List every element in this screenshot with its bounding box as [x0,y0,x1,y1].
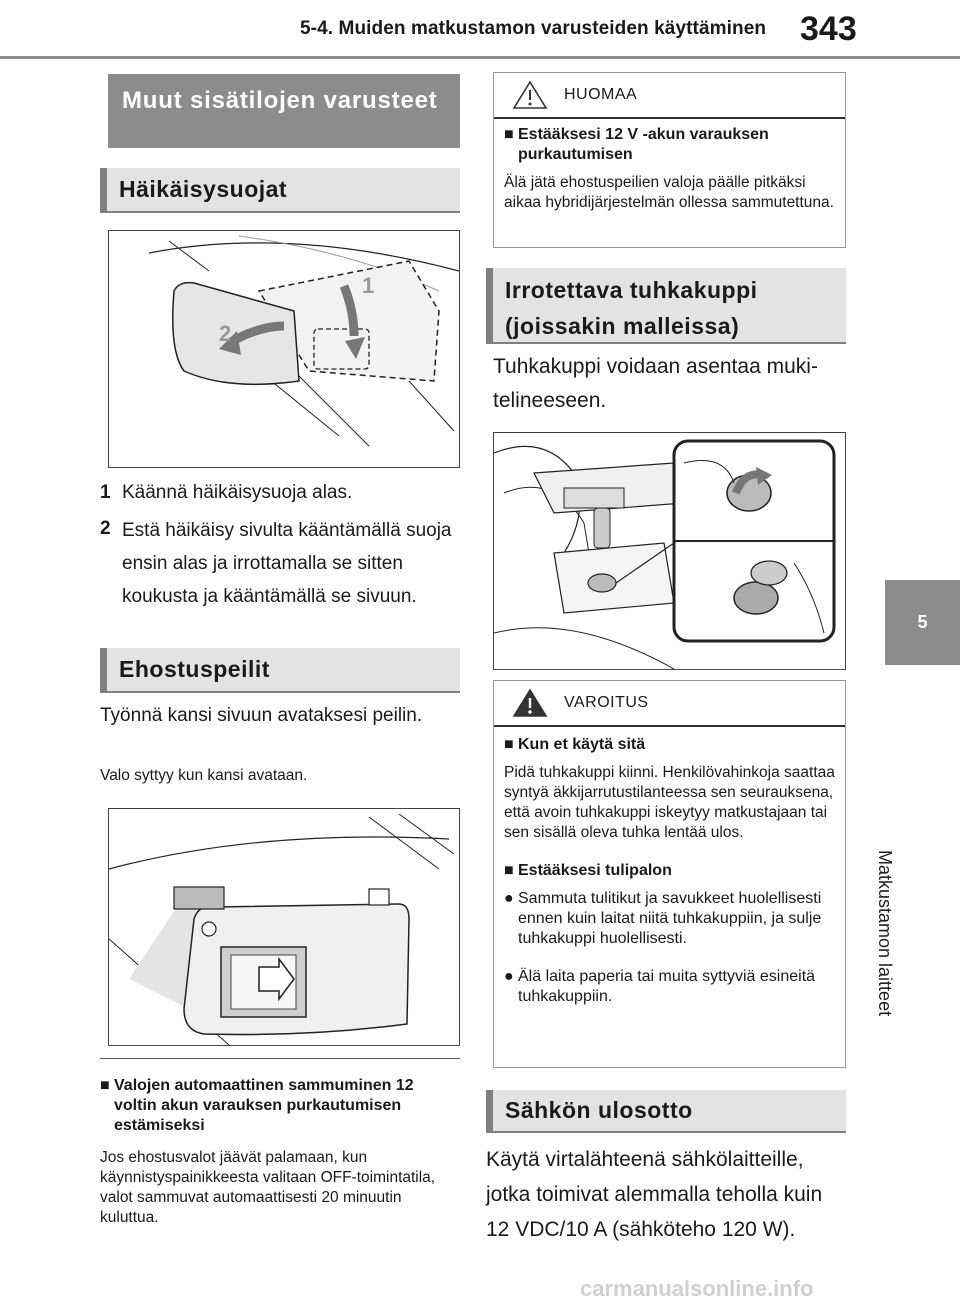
main-section-heading-text: Muut sisätilojen varusteet [122,87,438,114]
vanity-mirror-note: Valo syttyy kun kansi avataan. [100,767,308,784]
section-heading-ashtray [486,268,846,344]
subheading-text: Kun et käytä sitä [518,736,646,753]
auto-off-text: Jos ehostusvalot jäävät palamaan, kun käynnistyspainikkeesta valitaan OFF-toimintatila, valot sammuvat automaattisesti 20 minuutin kuluttua. [100,1149,436,1226]
warning-subheading-2 [504,861,835,881]
warning-header [494,681,845,725]
figure-label-1: 1 [362,273,375,298]
subheading-text: Estääksesi 12 V -akun varauksen purkautumisen [518,126,769,163]
notice-subheading [504,125,835,165]
square-bullet-icon: ■ [504,736,514,753]
step-item [100,514,460,613]
power-outlet-text: Käytä virtalähteenä sähkölaitteille, jotka toimivat alemmalla teholla kuin 12 VDC/10 A (sähköteho 120 W). [486,1148,823,1241]
subheading-text: Estääksesi tulipalon [518,862,672,879]
warning-box [493,680,846,1068]
caution-triangle-icon [512,80,548,110]
figure-label-2: 2 [219,321,232,346]
section-divider [100,1058,460,1059]
notice-text: Älä jätä ehostuspeilien valoja päälle pitkäksi aikaa hybridijärjestelmän ollessa sammutettuna. [504,174,834,211]
square-bullet-icon: ■ [504,126,514,143]
square-bullet-icon: ■ [100,1077,110,1094]
round-bullet-icon: ● [504,890,514,907]
notice-header [494,73,845,117]
chapter-number: 5 [917,612,928,632]
warning-subheading-1 [504,735,835,755]
section-heading-vanity-mirrors [100,648,460,693]
header-rule [0,56,960,59]
round-bullet-icon: ● [504,968,514,985]
subheading-text: Valojen automaattinen sammuminen 12 voltin akun varauksen purkautumisen estämiseksi [114,1077,414,1134]
square-bullet-icon: ■ [504,862,514,879]
step-text: Estä häikäisy sivulta kääntämällä suoja ensin alas ja irrottamalla se sitten koukusta ja kääntämällä se sivuun. [122,520,452,607]
warning-bullet-1 [504,889,835,949]
chapter-tab [885,580,960,665]
ashtray-illustration [494,433,845,669]
step-number: 1 [100,482,111,503]
vanity-mirror-figure [108,808,460,1046]
section-heading-text: Sähkön ulosotto [505,1097,693,1123]
vanity-mirror-intro: Työnnä kansi sivuun avataksesi peilin. [100,705,423,726]
chapter-label: Matkustamon laitteet [875,850,895,1017]
ashtray-text: Tuhkakuppi voidaan asentaa mukitelineeseen. [493,355,818,412]
section-heading-text: Ehostuspeilit [119,656,270,682]
section-heading-text: Irrotettava tuhkakuppi (joissakin malleissa) [505,277,758,339]
notice-title: HUOMAA [564,86,638,103]
watermark: carmanualsonline.info [580,1276,814,1301]
bullet-text: Sammuta tulitikut ja savukkeet huolellisesti ennen kuin laitat niitä tuhkakuppiin, ja sulje tuhkakuppi huolellisesti. [518,890,822,947]
section-heading-power-outlet [486,1090,846,1133]
notice-box [493,72,846,248]
step-item [100,478,460,507]
section-heading-text: Häikäisysuojat [119,176,288,202]
warning-text-1: Pidä tuhkakuppi kiinni. Henkilövahinkoja saattaa syntyä äkkijarrutustilanteessa sen seurauksena, että avoin tuhkakuppi iskeytyy matkustajaan tai sen sisällä oleva tuhka lentää ulos. [504,764,835,841]
warning-triangle-icon [512,688,548,718]
auto-off-subheading [100,1076,460,1136]
sun-visor-figure [108,230,460,468]
step-number: 2 [100,518,111,539]
page-number: 343 [800,10,857,48]
warning-bullet-2 [504,967,835,1007]
sun-visor-illustration [109,231,459,467]
warning-title: VAROITUS [564,694,649,711]
ashtray-figure [493,432,846,670]
bullet-text: Älä laita paperia tai muita syttyviä esineitä tuhkakuppiin. [518,968,816,1005]
vanity-mirror-illustration [109,809,459,1045]
section-heading-sun-visors [100,168,460,213]
running-header: 5-4. Muiden matkustamon varusteiden käyttäminen [300,18,767,39]
sun-visor-steps [100,478,460,613]
main-section-heading [108,74,460,148]
step-text: Käännä häikäisysuoja alas. [122,482,353,503]
